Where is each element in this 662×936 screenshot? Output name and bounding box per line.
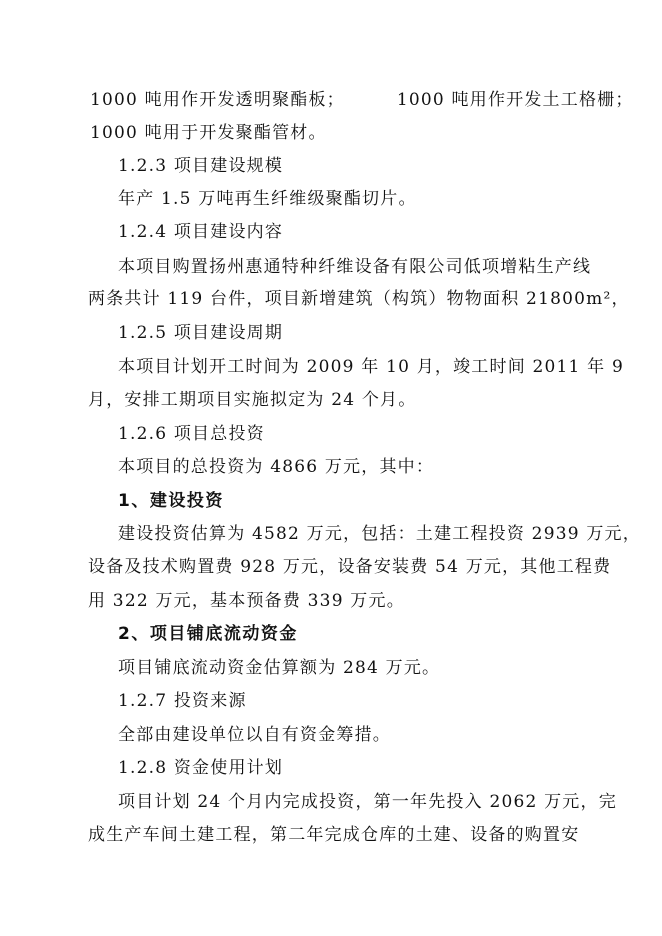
text-line-content-2: 两条共计 119 台件，项目新增建筑（构筑）物物面积 21800m²，: [88, 289, 630, 309]
text-line-funding-source: 全部由建设单位以自有资金筹措。: [118, 725, 391, 745]
text-line-period-2: 月，安排工期项目实施拟定为 24 个月。: [88, 390, 417, 410]
text-line-construction-2: 设备及技术购置费 928 万元，设备安装费 54 万元，其他工程费: [88, 557, 612, 577]
text-line-content-1: 本项目购置扬州惠通特种纤维设备有限公司低项增粘生产线: [118, 257, 592, 277]
text-line-1: [90, 89, 634, 111]
text-line-scale: 年产 1.5 万吨再生纤维级聚酯切片。: [118, 189, 417, 209]
section-heading-1-2-5: 1.2.5 项目建设周期: [118, 323, 284, 343]
text-line-plan-2: 成生产车间土建工程，第二年完成仓库的土建、设备的购置安: [88, 825, 580, 845]
text-line-plan-1: 项目计划 24 个月内完成投资，第一年先投入 2062 万元，完: [118, 792, 617, 812]
section-heading-1-2-3: 1.2.3 项目建设规模: [118, 156, 284, 176]
bold-heading-working-capital: 2、项目铺底流动资金: [118, 624, 298, 644]
text-segment-1a: 1000 吨用作开发透明聚酯板；: [90, 90, 345, 110]
section-heading-1-2-4: 1.2.4 项目建设内容: [118, 222, 284, 242]
text-line-working-capital: 项目铺底流动资金估算额为 284 万元。: [118, 658, 441, 678]
section-heading-1-2-7: 1.2.7 投资来源: [118, 691, 247, 711]
text-line-period-1: 本项目计划开工时间为 2009 年 10 月，竣工时间 2011 年 9: [118, 357, 625, 377]
section-heading-1-2-6: 1.2.6 项目总投资: [118, 424, 265, 444]
section-heading-1-2-8: 1.2.8 资金使用计划: [118, 758, 284, 778]
text-line-construction-3: 用 322 万元，基本预备费 339 万元。: [88, 591, 405, 611]
text-segment-1b: 1000 吨用作开发土工格栅；: [396, 90, 634, 110]
bold-heading-construction-investment: 1、建设投资: [118, 491, 224, 511]
text-line-total-investment: 本项目的总投资为 4866 万元，其中：: [118, 457, 435, 477]
text-line-construction-1: 建设投资估算为 4582 万元，包括：土建工程投资 2939 万元，: [118, 524, 641, 544]
text-line-2: 1000 吨用于开发聚酯管材。: [90, 123, 327, 143]
